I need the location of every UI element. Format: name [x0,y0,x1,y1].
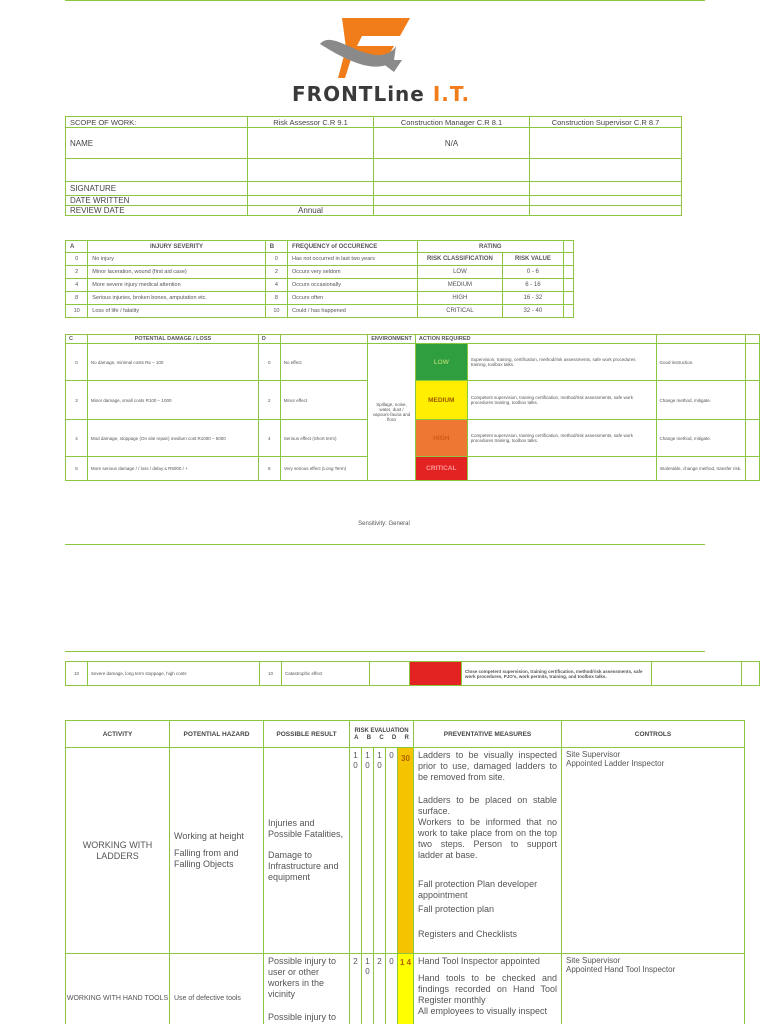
construction-supervisor-header: Construction Supervisor C.R 8.7 [530,117,682,128]
eval-c: 1 0 [374,748,386,954]
action-desc: Competent supervision, training certification, method/risk assessments, safe work procedures training, toolbox talks. [467,420,656,457]
result-cell [264,748,350,954]
legend-b-label: B [265,241,287,253]
frequency-code: 2 [265,266,287,279]
eval-c: 2 [374,954,386,1024]
action-desc [467,457,656,481]
frequency-desc: Occurs very seldom [288,266,418,279]
logo-wordmark [292,82,470,106]
eval-d: 0 [386,954,398,1024]
environment-code: 10 [260,662,282,686]
result-1: Injuries and Possible Fatalities, [268,818,344,839]
activity-row-hand-tools [66,954,745,1024]
spacer [742,662,760,686]
control-desc: Good instruction. [656,344,746,381]
signature-cell-assessor[interactable] [248,182,374,196]
damage-desc: No damage, minimal costs R≤ – 100 [87,344,258,381]
risk-class: HIGH [417,292,502,305]
measure-1: Ladders to be visually inspected prior to use, damaged ladders to be removed from site. [418,750,557,782]
name-cell-supervisor[interactable] [530,128,682,159]
risk-value: 16 - 32 [502,292,563,305]
eval-b: 1 0 [362,954,374,1024]
name-cell-assessor[interactable] [248,128,374,159]
action-desc: Competent supervision, training certification, method/risk assessments, safe work procedures training, toolbox talks. [467,381,656,420]
spacer [746,344,760,381]
top-rule [65,0,705,1]
spacer [563,279,573,292]
col-r: R [404,734,409,741]
review-date-value: Annual [248,206,374,216]
rating-high-badge: HIGH [415,420,467,457]
injury-desc: Minor laceration, wound (first aid case) [88,266,265,279]
sensitivity-footer: Sensitivity: General [358,521,410,527]
damage-row-10 [65,661,760,686]
scope-table [65,116,682,216]
control-1: Site Supervisor [566,750,621,759]
measure-1: Hand Tool Inspector appointed [418,956,540,966]
review-date-cell-2[interactable] [374,206,530,216]
action-required-header: ACTION REQUIRED [415,335,656,344]
signature-cell-supervisor[interactable] [530,182,682,196]
possible-result-header: POSSIBLE RESULT [264,721,350,748]
date-written-cell-2[interactable] [374,196,530,206]
risk-evaluation-title: RISK EVALUATION [354,727,409,734]
result-cell [264,954,350,1024]
col-c: C [379,734,384,741]
damage-desc: Severe damage, long term stoppage, high costs [88,662,260,686]
injury-code: 8 [66,292,88,305]
injury-code: 0 [66,253,88,266]
control-2: Appointed Hand Tool Inspector [566,965,676,974]
control-desc: Change method, mitigate. [656,381,746,420]
risk-evaluation-columns [350,735,413,741]
rating-low-badge: LOW [415,344,467,381]
result-1: Possible injury to user or other workers in the vicinity [268,956,337,999]
risk-assessor-header: Risk Assessor C.R 9.1 [248,117,374,128]
legend-c-label: C [66,335,88,344]
preventative-measures-header: PREVENTATIVE MEASURES [414,721,562,748]
blank-cell-2[interactable] [374,159,530,182]
review-date-label: REVIEW DATE [66,206,248,216]
measure-2: Hand tools to be checked and findings recorded on Hand Tool Register monthly [418,973,557,1005]
date-written-label: DATE WRITTEN [66,196,248,206]
injury-desc: Loss of life / fatality [88,305,265,318]
risk-class: MEDIUM [417,279,502,292]
risk-classification-header: RISK CLASSIFICATION [417,253,502,266]
measure-2: Ladders to be placed on stable surface. [418,795,557,816]
rating-critical-cell [410,662,462,686]
eval-a: 2 [350,954,362,1024]
damage-desc: Mod damage, stoppage (On site repair) medium cost R1000 – 5000 [87,420,258,457]
measure-3: Workers to be informed that no work to take place from on the top two steps. Person to support ladder at base. [418,817,557,860]
page-top-rule [65,651,705,652]
injury-severity-header: INJURY SEVERITY [88,241,265,253]
measure-6: Registers and Checklists [418,929,518,939]
environment-code: 8 [258,457,280,481]
injury-code: 4 [66,279,88,292]
hazard-1: Working at height [174,831,244,841]
action-desc: Supervision, training, certification, method/risk assessments, safe work procedures training, toolbox talks. [467,344,656,381]
controls-cell [562,954,745,1024]
spacer [746,420,760,457]
col-a: A [354,734,359,741]
control-2: Appointed Ladder Inspector [566,759,665,768]
environment-header-blank [280,335,367,344]
legend-d-label: D [258,335,280,344]
injury-code: 10 [66,305,88,318]
control-desc-blank [652,662,742,686]
risk-value: 32 - 40 [502,305,563,318]
blank-cell-3[interactable] [530,159,682,182]
injury-desc: Serious injuries, broken bones, amputation etc. [88,292,265,305]
environment-code: 0 [258,344,280,381]
activity-name: WORKING WITH LADDERS [66,748,170,954]
environment-desc: Serious effect (Short term) [280,420,367,457]
result-2: Damage to Infrastructure and equipment [268,850,339,882]
blank-cell-1[interactable] [248,159,374,182]
damage-environment-legend [65,334,760,481]
damage-code: 4 [66,420,88,457]
potential-hazard-header: POTENTIAL HAZARD [170,721,264,748]
frequency-desc: Occurs often [288,292,418,305]
control-desc: Change method, mitigate. [656,420,746,457]
risk-value: 6 - 16 [502,279,563,292]
spacer [746,335,760,344]
name-label: NAME [66,128,248,159]
col-b: B [366,734,372,741]
hazard-2: Falling from and Falling Objects [174,848,239,869]
risk-value: 0 - 6 [502,266,563,279]
injury-desc: More severe injury medical attention [88,279,265,292]
environment-desc: No effect [280,344,367,381]
eval-r-score: 30 [398,748,414,954]
damage-code: 3 [66,381,88,420]
frequency-desc: Occurs occasionally [288,279,418,292]
injury-code: 2 [66,266,88,279]
risk-class: LOW [417,266,502,279]
measure-4: Fall protection Plan developer appointment [418,879,538,900]
hazard-cell [170,748,264,954]
eval-a: 1 0 [350,748,362,954]
damage-code: 8 [66,457,88,481]
signature-cell-manager[interactable] [374,182,530,196]
frequency-header: FREQUENCY of OCCURENCE [288,241,418,253]
severity-frequency-legend [65,240,574,318]
damage-desc: Minor damage, small costs R100 – 1000 [87,381,258,420]
damage-code: 10 [66,662,88,686]
damage-desc: More serious damage / / loss / delay ≤ R5000 / + [87,457,258,481]
spacer [746,381,760,420]
frequency-code: 8 [265,292,287,305]
environment-code: 2 [258,381,280,420]
rating-medium-badge: MEDIUM [415,381,467,420]
controls-cell [562,748,745,954]
construction-manager-header: Construction Manager C.R 8.1 [374,117,530,128]
rating-spacer [563,241,573,253]
risk-value-header: RISK VALUE [502,253,563,266]
date-written-cell-3[interactable] [530,196,682,206]
activity-row-ladders [66,748,745,954]
environment-desc: Catastrophic effect [282,662,370,686]
logo-word-it: I.T. [424,82,471,106]
frequency-code: 0 [265,253,287,266]
controls-header-blank [656,335,746,344]
date-written-cell-1[interactable] [248,196,374,206]
eval-b: 1 0 [362,748,374,954]
spacer [563,305,573,318]
frequency-desc: Could / has happened [288,305,418,318]
logo-word-frontline: FRONTLine [292,82,425,106]
frequency-code: 10 [265,305,287,318]
action-desc: Close competent supervision, training certification, method/risk assessments, safe work procedures, PJO's, work permits, training, and toolbox talks. [462,662,652,686]
environment-note: Spillage, noise, water, dust / vapours-fauna and flora [368,344,416,481]
page-break-rule [65,544,705,545]
env-note-blank [370,662,410,686]
potential-damage-header: POTENTIAL DAMAGE / LOSS [87,335,258,344]
activity-risk-table [65,720,745,1024]
environment-desc: Very serious effect (Long Term) [280,457,367,481]
blank-row-label [66,159,248,182]
measure-3: All employees to visually inspect [418,1006,548,1016]
frequency-code: 4 [265,279,287,292]
control-1: Site Supervisor [566,956,621,965]
col-d: D [391,734,397,741]
scope-of-work-label: SCOPE OF WORK: [66,117,248,128]
hazard-1: Use of defective tools [170,954,264,1024]
rating-critical-badge: CRITICAL [415,457,467,481]
result-2: Possible injury to [268,1012,337,1022]
preventative-cell [414,748,562,954]
damage-code: 0 [66,344,88,381]
control-desc: Intolerable, change method, transfer risk. [656,457,746,481]
environment-desc: Minor effect [280,381,367,420]
name-cell-manager[interactable]: N/A [374,128,530,159]
frequency-desc: Has not occurred in last two years [288,253,418,266]
review-date-cell-3[interactable] [530,206,682,216]
eval-r-score: 1 4 [398,954,414,1024]
activity-header: ACTIVITY [66,721,170,748]
legend-a-label: A [66,241,88,253]
spacer [563,266,573,279]
risk-class: CRITICAL [417,305,502,318]
measure-5: Fall protection plan [418,904,495,914]
spacer [563,292,573,305]
preventative-cell [414,954,562,1024]
risk-evaluation-header [350,721,414,748]
activity-name: WORKING WITH HAND TOOLS [66,954,170,1024]
rating-header: RATING [417,241,563,253]
injury-desc: No injury [88,253,265,266]
signature-label: SIGNATURE [66,182,248,196]
environment-header: ENVIRONMENT [368,335,416,344]
spacer [746,457,760,481]
spacer [563,253,573,266]
environment-code: 4 [258,420,280,457]
eval-d: 0 [386,748,398,954]
controls-header: CONTROLS [562,721,745,748]
